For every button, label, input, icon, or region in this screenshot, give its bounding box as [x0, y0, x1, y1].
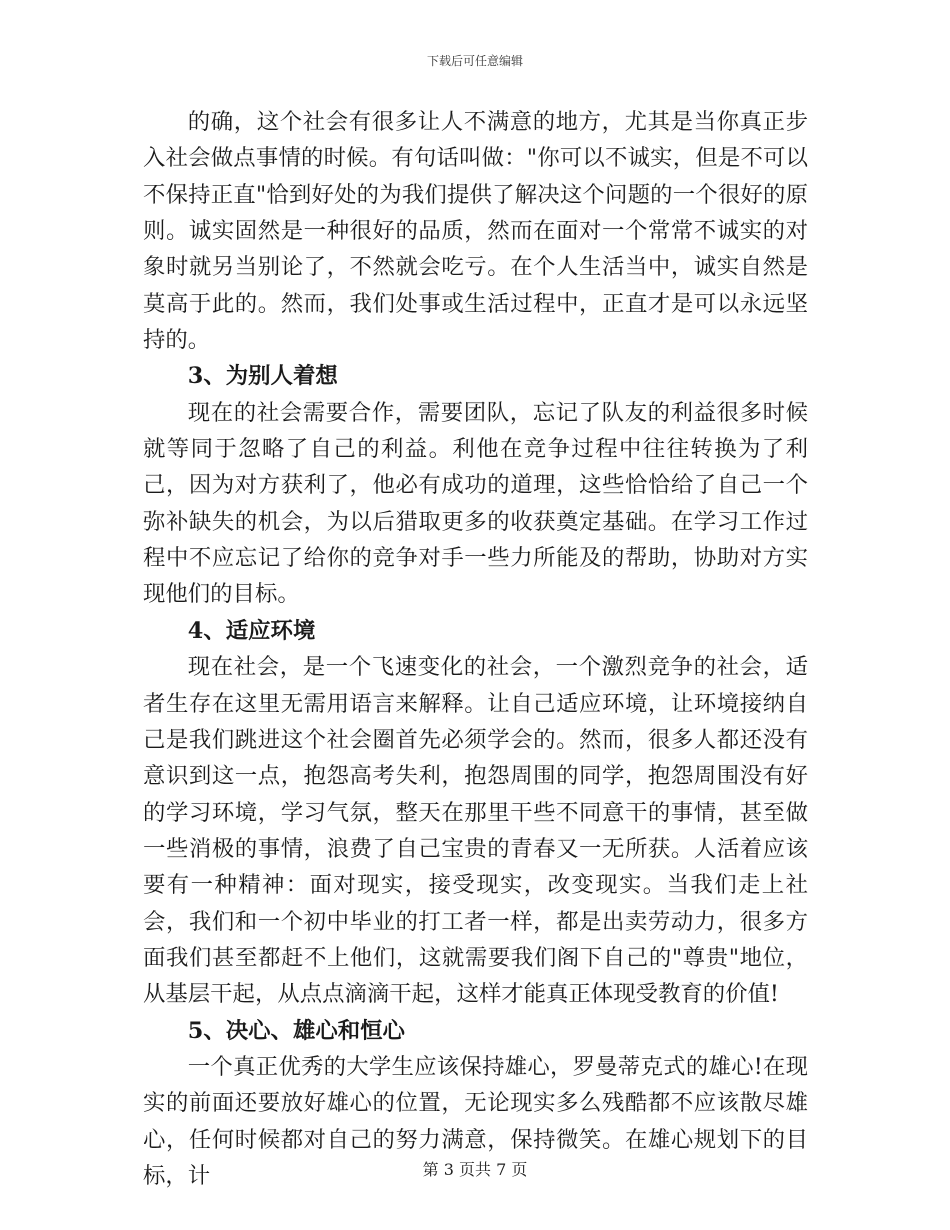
- paragraph-environment: 现在社会，是一个飞速变化的社会，一个激烈竞争的社会，适者生存在这里无需用语言来解释。让自己适应环境，让环境接纳自己是我们跳进这个社会圈首先必须学会的。然而，很多人都还没有意识到这一点，抱怨高考失利，抱怨周围的同学，抱怨周围没有好的学习环境，学习气氛，整天在那里干些不同意干的事情，甚至做一些消极的事情，浪费了自己宝贵的青春又一无所获。人活着应该要有一种精神：面对现实，接受现实，改变现实。当我们走上社会，我们和一个初中毕业的打工者一样，都是出卖劳动力，很多方面我们甚至都赶不上他们，这就需要我们阁下自己的"尊贵"地位，从基层干起，从点点滴滴干起，这样才能真正体现受教育的价值!: [143, 654, 808, 1008]
- paragraph-honesty: 的确，这个社会有很多让人不满意的地方，尤其是当你真正步入社会做点事情的时候。有句话叫做："你可以不诚实，但是不可以不保持正直"恰到好处的为我们提供了解决这个问题的一个很好的原则。诚实固然是一种很好的品质，然而在面对一个常常不诚实的对象时就另当别论了，不然就会吃亏。在个人生活当中，诚实自然是莫高于此的。然而，我们处事或生活过程中，正直才是可以永远坚持的。: [143, 109, 808, 354]
- section-heading-5: 5、决心、雄心和恒心: [187, 1017, 405, 1044]
- section-heading-4: 4、适应环境: [187, 617, 316, 644]
- page-number: 第 3 页共 7 页: [422, 1160, 528, 1179]
- page-header: 下载后可任意编辑: [426, 54, 523, 68]
- paragraph-others: 现在的社会需要合作，需要团队，忘记了队友的利益很多时候就等同于忽略了自己的利益。利他在竞争过程中往往转换为了利己，因为对方获利了，他必有成功的道理，这些恰恰给了自己一个弥补缺失的机会，为以后猎取更多的收获奠定基础。在学习工作过程中不应忘记了给你的竞争对手一些力所能及的帮助，协助对方实现他们的目标。: [143, 399, 808, 608]
- document-body: [143, 104, 808, 1194]
- paragraph-ambition: 一个真正优秀的大学生应该保持雄心，罗曼蒂克式的雄心!在现实的前面还要放好雄心的位置，无论现实多么残酷都不应该散尽雄心，任何时候都对自己的努力满意，保持微笑。在雄心规划下的目标，计: [143, 1053, 808, 1189]
- section-heading-3: 3、为别人着想: [187, 363, 338, 390]
